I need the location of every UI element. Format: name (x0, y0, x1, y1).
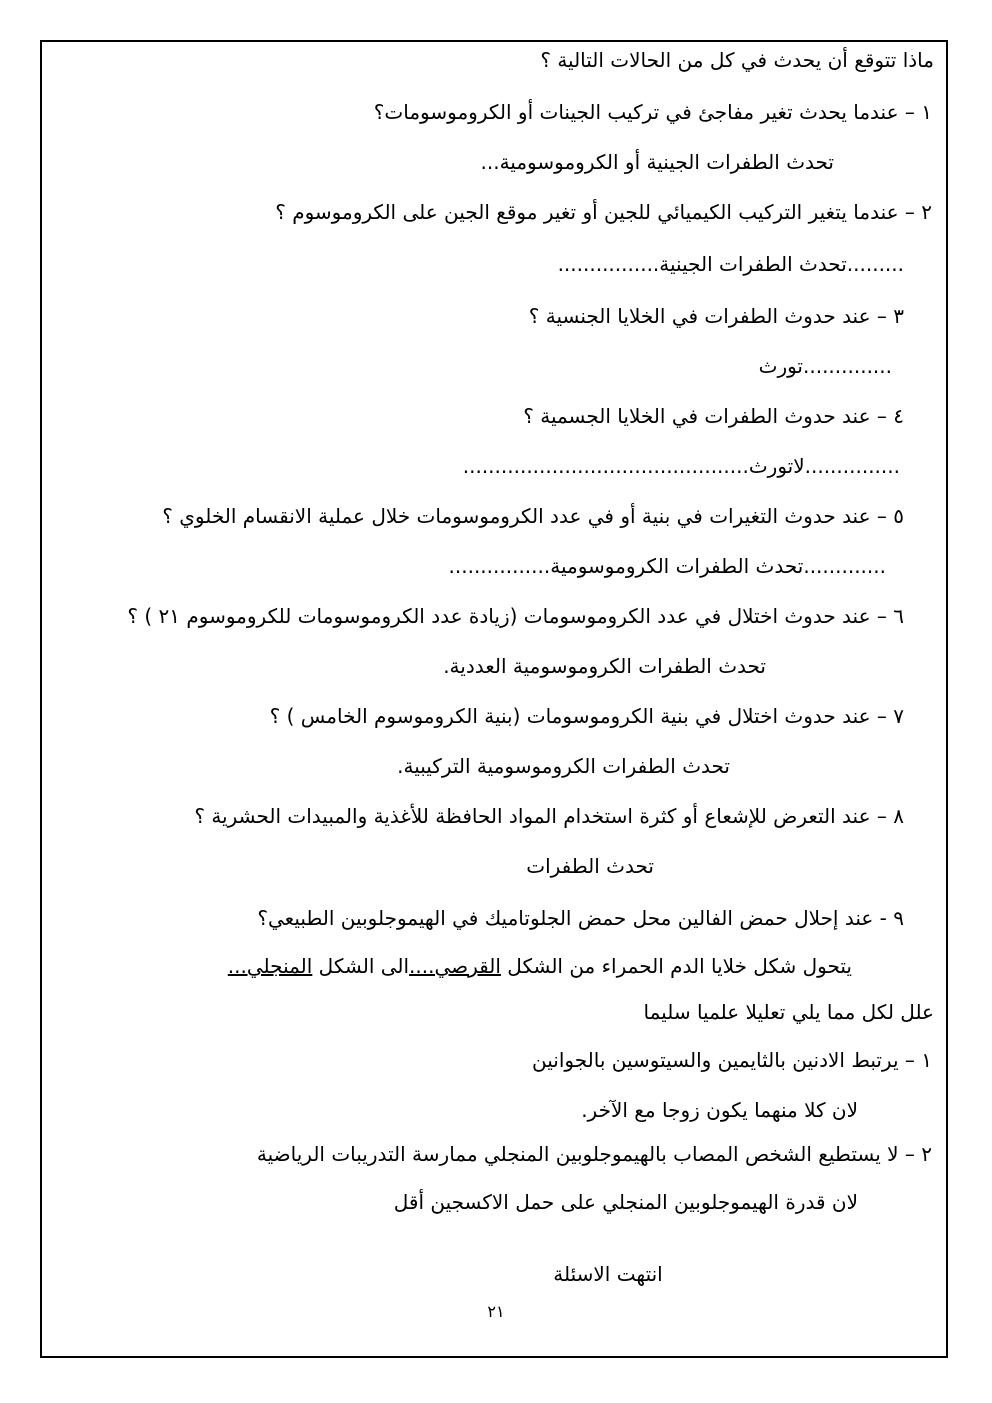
reason-question-2: ٢ – لا يستطيع الشخص المصاب بالهيموجلوبين المنجلي ممارسة التدريبات الرياضية (256, 1142, 932, 1166)
question-1: ١ – عندما يحدث تغير مفاجئ في تركيب الجينات أو الكروموسومات؟ (373, 100, 932, 124)
answer-9-discoid: القرصي.... (409, 954, 501, 978)
reason-answer-1: لان كلا منهما يكون زوجا مع الآخر. (581, 1098, 858, 1122)
question-6: ٦ – عند حدوث اختلال في عدد الكروموسومات (زيادة عدد الكروموسومات للكروموسوم ٢١ ) ؟ (127, 604, 904, 628)
section2-heading: علل لكل مما يلي تعليلا علميا سليما (643, 1000, 934, 1024)
answer-7: تحدث الطفرات الكروموسومية التركيبية. (397, 754, 730, 778)
page-number: ٢١ (487, 1302, 505, 1321)
question-7: ٧ – عند حدوث اختلال في بنية الكروموسومات (بنية الكروموسوم الخامس ) ؟ (269, 704, 904, 728)
section1-heading: ماذا تتوقع أن يحدث في كل من الحالات التالية ؟ (540, 48, 934, 72)
answer-8: تحدث الطفرات (526, 854, 654, 878)
question-9: ٩ - عند إحلال حمض الفالين محل حمض الجلوتاميك في الهيموجلوبين الطبيعي؟ (257, 906, 904, 930)
question-3: ٣ – عند حدوث الطفرات في الخلايا الجنسية ؟ (528, 304, 904, 328)
question-2: ٢ – عندما يتغير التركيب الكيميائي للجين أو تغير موقع الجين على الكروموسوم ؟ (275, 200, 932, 224)
answer-9-part-1: يتحول شكل خلايا الدم الحمراء من الشكل (500, 954, 852, 978)
answer-9-part-3: الى الشكل (312, 954, 410, 978)
answer-6: تحدث الطفرات الكروموسومية العددية. (443, 654, 766, 678)
question-8: ٨ – عند التعرض للإشعاع أو كثرة استخدام المواد الحافظة للأغذية والمبيدات الحشرية ؟ (194, 804, 904, 828)
answer-9 (228, 952, 852, 980)
question-5: ٥ – عند حدوث التغيرات في بنية أو في عدد الكروموسومات خلال عملية الانقسام الخلوي ؟ (162, 504, 904, 528)
answer-9-sickle: المنجلي... (227, 954, 313, 978)
question-4: ٤ – عند حدوث الطفرات في الخلايا الجسمية ؟ (523, 404, 904, 428)
answer-2: .........تحدث الطفرات الجينية................ (557, 252, 904, 276)
reason-question-1: ١ – يرتبط الادنين بالثايمين والسيتوسين بالجوانين (532, 1048, 932, 1072)
answer-3: ..............تورث (758, 354, 892, 378)
end-of-questions: انتهت الاسئلة (553, 1262, 663, 1286)
reason-answer-2: لان قدرة الهيموجلوبين المنجلي على حمل الاكسجين أقل (393, 1190, 858, 1214)
answer-5: .............تحدث الطفرات الكروموسومية................ (448, 554, 886, 578)
answer-4: ...............لاتورث............................................. (462, 454, 900, 478)
answer-1: تحدث الطفرات الجينية أو الكروموسومية... (480, 150, 834, 174)
